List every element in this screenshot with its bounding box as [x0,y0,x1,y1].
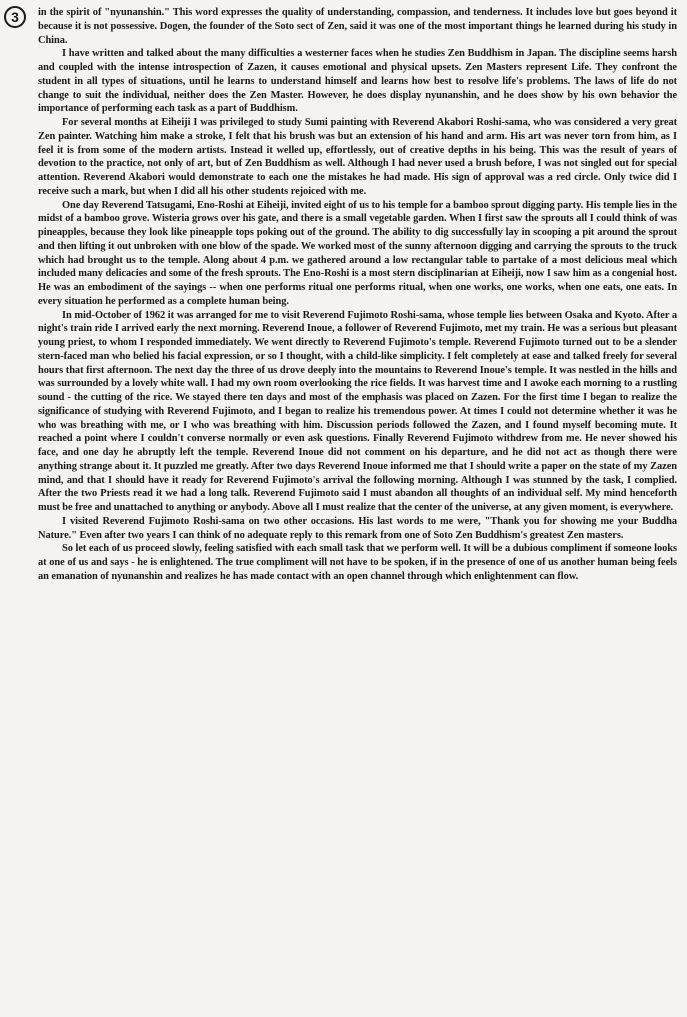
paragraph: I have written and talked about the many difficulties a westerner faces when he studies Zen Buddhism in Japan. The discipline seems harsh and coupled with the intense introspection of Zazen, it causes emotional and physical upsets. Zen Masters represent Life. They confront the student in all types of situations, until he learns to understand himself and learns how best to resolve life's problems. The laws of life do not change to suit the individual, neither does the Zen Master. However, he does display nyunanshin, and he does show by his own behavior the importance of performing each task as a part of Buddhism. [38,48,677,115]
paragraph: I visited Reverend Fujimoto Roshi-sama on two other occasions. His last words to me were, "Thank you for showing me your Buddha Nature." Even after two years I can think of no adequate reply to this remark from one of Soto Zen Buddhism's greatest Zen masters. [38,515,677,541]
paragraph: For several months at Eiheiji I was privileged to study Sumi painting with Reverend Akabori Roshi-sama, who was considered a very great Zen painter. Watching him make a stroke, I felt that his brush was but an extension of his hand and arm. His art was never torn from him, as I feel it is from some of the modern artists. Instead it welled up, effortlessly, out of creative depths in his being. This was the result of years of devotion to the practice, not only of art, but of Zen Buddhism as well. Although I had never used a brush before, I was not singled out for special attention. Reverend Akabori would demonstrate to each one the mistakes he had made. His sign of approval was a red circle. Only twice did I receive such a mark, but when I did all his other students rejoiced with me. [38,117,677,197]
paragraph: So let each of us proceed slowly, feeling satisfied with each small task that we perform well. It will be a dubious compliment if someone looks at one of us and says - he is enlightened. The true compliment will not have to be spoken, if in the presence of one of us another human being feels an emanation of nyunanshin and realizes he has made contact with an open channel through which enlightenment can flow. [38,543,677,582]
paragraph: in the spirit of "nyunanshin." This word expresses the quality of understanding, compassion, and tenderness. It includes love but goes beyond it because it is not possessive. Dogen, the founder of the Soto sect of Zen, said it was one of the most important things he learned during his study in China. [38,7,677,46]
document-body [38,6,677,584]
paragraph: One day Reverend Tatsugami, Eno-Roshi at Eiheiji, invited eight of us to his temple for a bamboo sprout digging party. His temple lies in the midst of a bamboo grove. Wisteria grows over his gate, and there is a small vegetable garden. When I first saw the sprouts all I could think of was pineapples, because they look like pineapple tops poking out of the ground. The ability to dig successfully lay in scooping a pit around the sprout and then lifting it out unbroken with one blow of the spade. We worked most of the sunny afternoon digging and carrying the sprouts to the truck which had brought us to the temple. Along about 4 p.m. we gathered around a low rectangular table to partake of a most delicious meal which included many delicacies and some of the fresh sprouts. The Eno-Roshi is a most stern disciplinarian at Eiheiji, now I saw him as a congenial host. He was an embodiment of the sayings -- when one performs ritual one performs ritual, when one works, one works, when one eats, one eats. In every situation he performed as a complete human being. [38,199,677,307]
paragraph: In mid-October of 1962 it was arranged for me to visit Reverend Fujimoto Roshi-sama, whose temple lies between Osaka and Kyoto. After a night's train ride I arrived early the next morning. Reverend Inoue, a follower of Reverend Fujimoto, met my train. He was a serious but pleasant young priest, to whom I responded immediately. We went directly to Reverend Fujimoto's temple. Reverend Fujimoto turned out to be a slender stern-faced man who belied his facial expression, or so I thought, with a child-like simplicity. I felt completely at ease and talked freely for several hours that first afternoon. The next day the three of us drove deeply into the mountains to Reverend Inoue's temple. It was nestled in the hills and was surrounded by a lovely white wall. I had my own room overlooking the rice fields. It was harvest time and I awoke each morning to a rustling sound - the cutting of the rice. We stayed there ten days and most of the emphasis was placed on Zazen. For the first time I began to realize the significance of studying with Reverend Fujimoto, and I began to realize his tremendous power. At times I could not determine whether it was he who was breathing with me, or I who was breathing with him. Discussion periods followed the Zazen, and I found myself becoming mute. It reached a point where I couldn't converse normally or even ask questions. Finally Reverend Fujimoto withdrew from me. He never showed his face, and one day he abruptly left the temple. Reverend Inoue did not comment on his departure, and he did not act as though there were anything strange about it. It puzzled me greatly. After two days Reverend Inoue informed me that I should write a paper on the state of my Zazen mind, and that I should have it ready for Reverend Fujimoto's arrival the following morning. Although I was stunned by the task, I complied. After the two Priests read it we had a long talk. Reverend Fujimoto said I must abandon all thoughts of an individual self. My mind henceforth must be free and unattached to anything or anybody. Above all I must realize that the center of the universe, at any given moment, is everywhere. [38,309,677,513]
page-number-badge: 3 [4,6,26,28]
